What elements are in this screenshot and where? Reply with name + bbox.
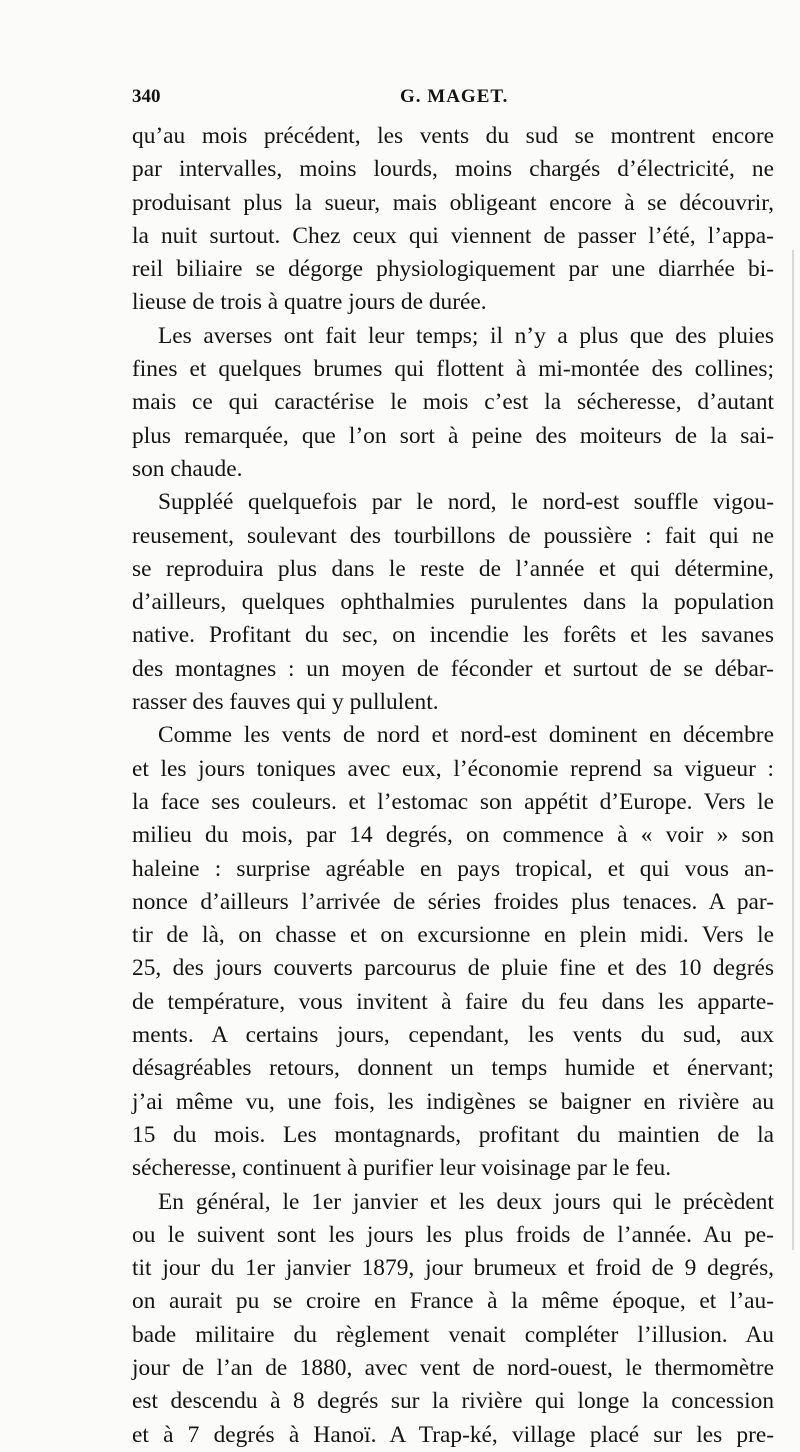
text-line: la face ses couleurs. et l’estomac son appétit d’Europe. Vers le <box>132 788 775 815</box>
text-line: bade militaire du règlement venait compléter l’illusion. Au <box>132 1321 774 1348</box>
text-line: ments. A certains jours, cependant, les vents du sud, aux <box>132 1022 774 1049</box>
text-line: 25, des jours couverts parcourus de pluie fine et des 10 degrés <box>132 955 774 982</box>
text-line: plus remarquée, que l’on sort à peine des moiteurs de la sai- <box>132 422 775 449</box>
text-line: se reproduira plus dans le reste de l’année et qui détermine, <box>132 555 775 582</box>
text-line: désagréables retours, donnent un temps humide et énervant; <box>132 1055 775 1082</box>
text-line: on aurait pu se croire en France à la même époque, et l’au- <box>132 1288 775 1315</box>
text-line: reusement, soulevant des tourbillons de poussière : fait qui ne <box>132 522 774 549</box>
text-line: ou le suivent sont les jours les plus froids de l’année. Au pe- <box>132 1221 774 1248</box>
text-line: des montagnes : un moyen de féconder et surtout de se débar- <box>132 655 774 682</box>
text-line: de température, vous invitent à faire du feu dans les apparte- <box>132 988 774 1015</box>
text-line: d’ailleurs, quelques ophthalmies purulentes dans la population <box>132 589 775 616</box>
text-line: est descendu à 8 degrés sur la rivière qui longe la concession <box>132 1388 775 1415</box>
text-line: fines et quelques brumes qui flottent à mi-montée des collines; <box>132 356 775 383</box>
text-line: et les jours toniques avec eux, l’économie reprend sa vigueur : <box>132 755 775 782</box>
text-line: tir de là, on chasse et on excursionne en plein midi. Vers le <box>132 922 774 949</box>
body-text <box>132 120 774 1452</box>
text-line: qu’au mois précédent, les vents du sud se montrent encore <box>132 123 775 149</box>
text-line: haleine : surprise agréable en pays tropical, et qui vous an- <box>132 855 775 882</box>
text-line: produisant plus la sueur, mais obligeant encore à se découvrir, <box>132 189 774 216</box>
text-line: sécheresse, continuent à purifier leur voisinage par le feu. <box>132 1155 672 1182</box>
paragraph-start-line: Les averses ont fait leur temps; il n’y a plus que des pluies <box>158 322 774 349</box>
text-line: jour de l’an de 1880, avec vent de nord-ouest, le thermomètre <box>132 1354 774 1381</box>
paragraph-start-line: En général, le 1er janvier et les deux jours qui le précèdent <box>158 1188 775 1215</box>
text-line: mais ce qui caractérise le mois c’est la sécheresse, d’autant <box>132 389 775 416</box>
text-line: lieuse de trois à quatre jours de durée. <box>132 289 487 316</box>
text-line: et à 7 degrés à Hanoï. A Trap-ké, village placé sur les pre- <box>132 1421 775 1448</box>
text-line: tit jour du 1er janvier 1879, jour brumeux et froid de 9 degrés, <box>132 1255 775 1282</box>
text-line: native. Profitant du sec, on incendie les forêts et les savanes <box>132 622 775 649</box>
text-line: rasser des fauves qui y pullulent. <box>132 689 439 716</box>
page-header <box>132 86 772 116</box>
text-line: nonce d’ailleurs l’arrivée de séries froides plus tenaces. A par- <box>132 888 775 915</box>
page-number: 340 <box>132 86 161 107</box>
text-line: la nuit surtout. Chez ceux qui viennent de passer l’été, l’appa- <box>132 222 774 249</box>
paragraph-start-line: Comme les vents de nord et nord-est dominent en décembre <box>158 722 774 749</box>
text-line: j’ai même vu, une fois, les indigènes se baigner en rivière au <box>132 1088 775 1115</box>
text-line: 15 du mois. Les montagnards, profitant du maintien de la <box>132 1121 774 1148</box>
running-head: G. MAGET. <box>400 86 509 107</box>
text-line: reil biliaire se dégorge physiologiquement par une diarrhée bi- <box>132 256 774 283</box>
text-line: son chaude. <box>132 455 243 482</box>
paragraph-start-line: Suppléé quelquefois par le nord, le nord-est souffle vigou- <box>158 489 775 516</box>
page-edge-shadow <box>792 250 794 1250</box>
text-line: milieu du mois, par 14 degrés, on commence à « voir » son <box>132 822 775 849</box>
text-line: par intervalles, moins lourds, moins chargés d’électricité, ne <box>132 156 774 183</box>
